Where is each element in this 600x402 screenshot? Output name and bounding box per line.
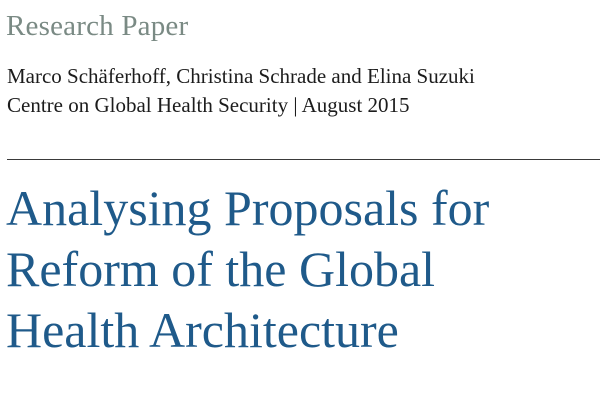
paper-title bbox=[6, 178, 596, 361]
title-line-3: Health Architecture bbox=[6, 302, 399, 358]
document-type-label: Research Paper bbox=[6, 10, 189, 42]
affiliation-date: Centre on Global Health Security | August 2015 bbox=[7, 93, 410, 117]
title-line-2: Reform of the Global bbox=[6, 241, 436, 297]
author-list: Marco Schäferhoff, Christina Schrade and Elina Suzuki bbox=[7, 64, 475, 88]
title-line-1: Analysing Proposals for bbox=[6, 180, 490, 236]
horizontal-divider bbox=[7, 159, 600, 160]
